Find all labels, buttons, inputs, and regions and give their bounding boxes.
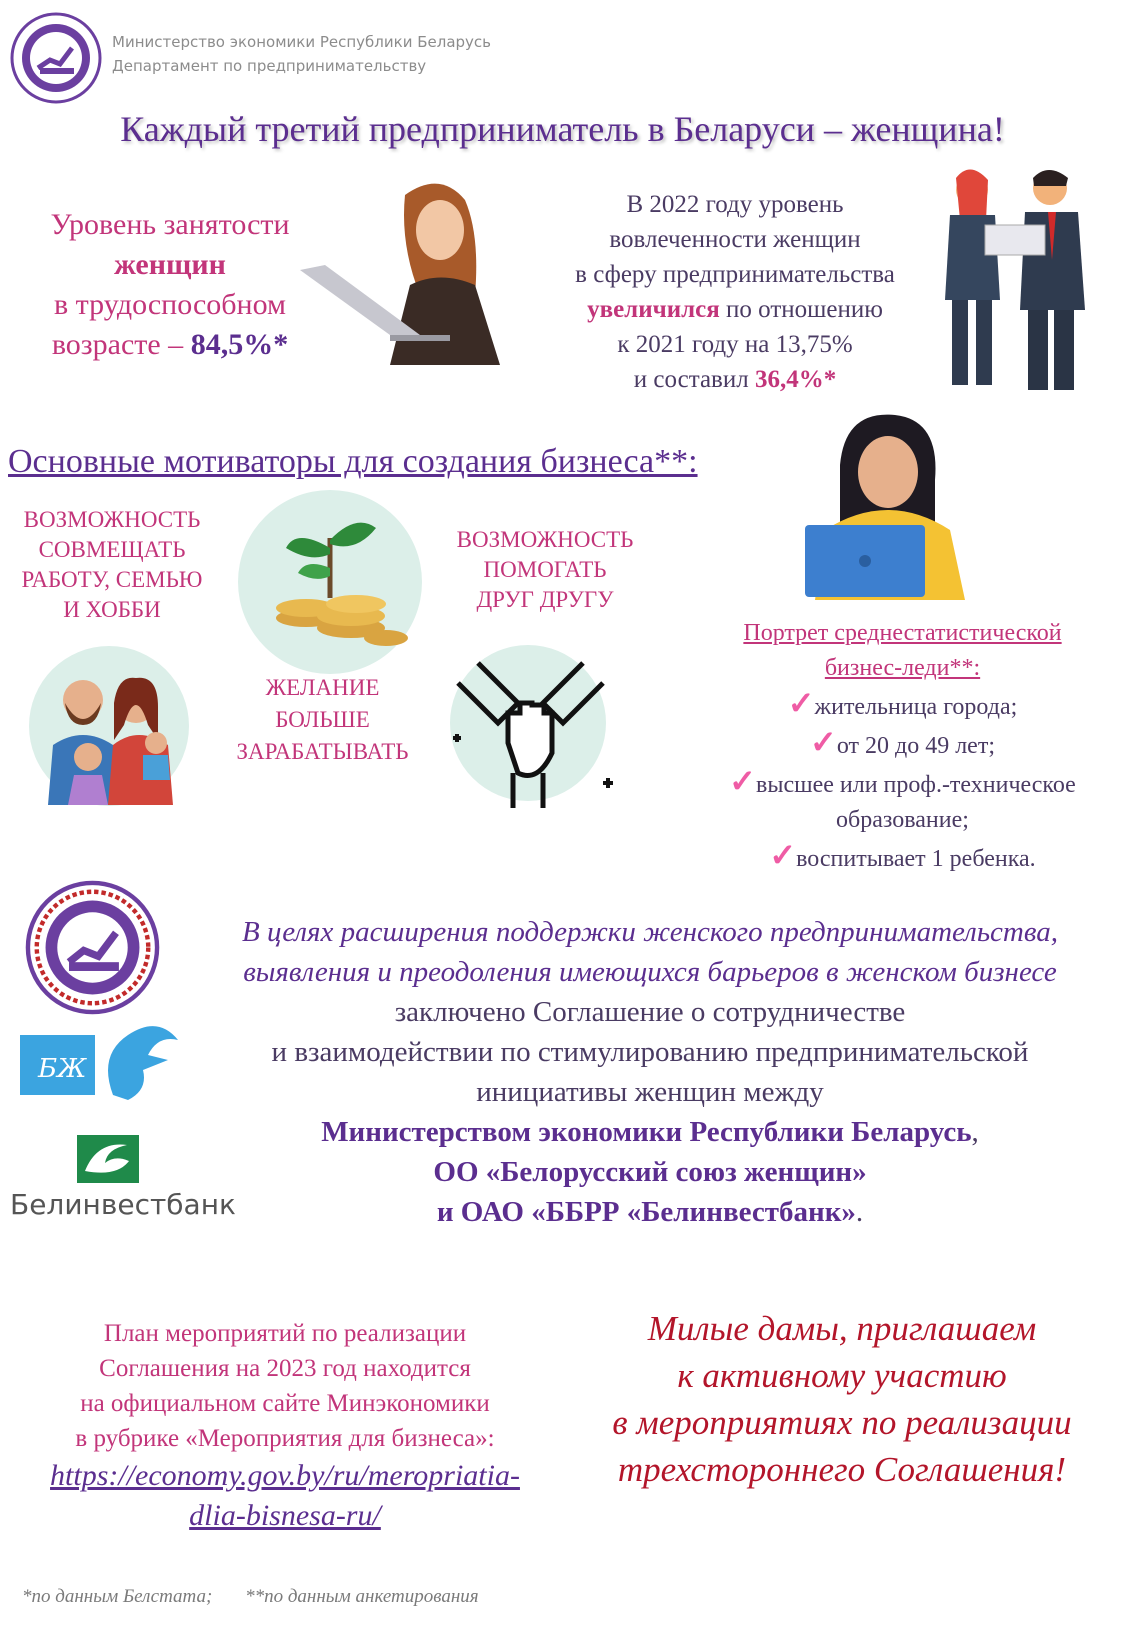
portrait-heading1: Портрет среднестатистической xyxy=(743,620,1062,646)
agreement-line3: заключено Соглашение о сотрудничестве xyxy=(394,996,906,1028)
check-icon: ✓ xyxy=(729,763,756,799)
portrait-item-2-text: от 20 до 49 лет; xyxy=(836,733,995,759)
footnotes xyxy=(22,1586,479,1608)
motivator-2-line1: ЖЕЛАНИЕ xyxy=(265,675,380,700)
agreement-party-3 xyxy=(180,1192,1120,1232)
invitation-block xyxy=(572,1305,1112,1493)
plan-block xyxy=(20,1316,550,1536)
agreement-line4: и взаимодействии по стимулированию предпринимательской xyxy=(271,1036,1029,1068)
footnote-2: **по данным анкетирования xyxy=(245,1586,479,1607)
motivator-3-line2: ПОМОГАТЬ xyxy=(483,557,607,582)
ministry-logo xyxy=(10,12,102,104)
agreement-italic-2: выявления и преодоления имеющихся барьеров в женском бизнесе xyxy=(243,956,1057,988)
invite-line2: к активному участию xyxy=(677,1356,1007,1395)
invite-line1: Милые дамы, приглашаем xyxy=(647,1309,1037,1348)
engagement-line5: к 2021 году на 13,75% xyxy=(617,331,853,358)
party-bank: и ОАО «ББРР «Белинвестбанк» xyxy=(436,1196,856,1228)
party-1-tail: , xyxy=(971,1116,979,1148)
womens-union-logo xyxy=(18,1015,188,1105)
girl-laptop-illustration xyxy=(800,410,970,600)
check-icon: ✓ xyxy=(769,837,797,873)
plan-line2: Соглашения на 2023 год находится xyxy=(99,1355,471,1382)
engagement-line2: вовлеченности женщин xyxy=(609,226,861,253)
engagement-block xyxy=(545,187,925,397)
party-3-tail: . xyxy=(855,1196,864,1228)
employment-line3: в трудоспособном xyxy=(53,288,287,321)
engagement-value: 36,4%* xyxy=(754,366,837,393)
agreement-party-1 xyxy=(180,1112,1120,1152)
engagement-line6 xyxy=(545,362,925,397)
portrait-item-3 xyxy=(690,764,1115,803)
portrait-heading2: бизнес-леди**: xyxy=(824,655,981,681)
employment-line4 xyxy=(20,325,320,365)
hands-together-icon xyxy=(438,643,628,813)
business-people-illustration xyxy=(930,160,1110,400)
belinvestbank-emblem-icon xyxy=(77,1135,139,1183)
portrait-item-4 xyxy=(690,838,1115,877)
motivator-3-line3: ДРУГ ДРУГУ xyxy=(476,587,614,612)
motivator-2 xyxy=(215,672,430,768)
employment-line2: женщин xyxy=(114,248,226,281)
motivator-2-line2: БОЛЬШЕ xyxy=(275,707,370,732)
engagement-line3: в сферу предпринимательства xyxy=(575,261,895,288)
motivators-heading: Основные мотиваторы для создания бизнеса**: xyxy=(8,443,698,480)
plan-line4: в рубрике «Мероприятия для бизнеса»: xyxy=(75,1425,495,1452)
motivator-2-line3: ЗАРАБАТЫВАТЬ xyxy=(236,739,409,764)
employment-line1: Уровень занятости xyxy=(50,208,290,241)
portrait-item-1 xyxy=(690,686,1115,725)
family-icon xyxy=(28,645,190,807)
plan-line3: на официальном сайте Минэкономики xyxy=(80,1390,490,1417)
motivator-1-line4: И ХОББИ xyxy=(63,597,161,622)
org-line1: Министерство экономики Республики Беларусь xyxy=(112,33,491,51)
coins-plant-icon xyxy=(236,488,424,676)
footnote-1: *по данным Белстата; xyxy=(22,1586,213,1607)
woman-laptop-illustration xyxy=(300,175,530,375)
motivator-1-line2: СОВМЕЩАТЬ xyxy=(38,537,186,562)
party-womens-union: ОО «Белорусский союз женщин» xyxy=(433,1156,867,1188)
org-line2: Департамент по предпринимательству xyxy=(112,57,427,75)
invite-line4: трехстороннего Соглашения! xyxy=(617,1450,1067,1489)
portrait-block xyxy=(690,616,1115,877)
agreement-block xyxy=(180,912,1120,1232)
plan-url-line2[interactable]: dlia-bisnesa-ru/ xyxy=(189,1499,381,1532)
ministry-logo-large xyxy=(25,880,160,1015)
portrait-item-2 xyxy=(690,725,1115,764)
agreement-italic-1: В целях расширения поддержки женского предпринимательства, xyxy=(242,916,1058,948)
page-title: Каждый третий предприниматель в Беларуси – женщина! xyxy=(120,109,1005,149)
motivator-1-line3: РАБОТУ, СЕМЬЮ xyxy=(21,567,203,592)
portrait-item-3-text: высшее или проф.-техническое xyxy=(755,772,1076,798)
employment-line4-pre: возрасте – xyxy=(51,328,191,361)
engagement-line6-pre: и составил xyxy=(633,366,755,393)
bank-name: Белинвестбанк xyxy=(10,1188,236,1221)
motivator-1-line1: ВОЗМОЖНОСТЬ xyxy=(23,507,201,532)
invite-line3: в мероприятиях по реализации xyxy=(612,1403,1072,1442)
employment-block xyxy=(20,205,320,365)
plan-line1: План мероприятий по реализации xyxy=(103,1320,467,1347)
employment-value: 84,5%* xyxy=(190,328,289,361)
check-icon: ✓ xyxy=(787,685,815,721)
union-letters: БЖ xyxy=(38,1054,87,1084)
check-icon: ✓ xyxy=(810,724,837,760)
engagement-line4-post: по отношению xyxy=(719,296,883,323)
belinvestbank-logo xyxy=(10,1135,236,1221)
org-header xyxy=(112,30,491,78)
engagement-increased: увеличился xyxy=(587,296,720,323)
portrait-item-4-text: воспитывает 1 ребенка. xyxy=(796,846,1036,872)
agreement-line5: инициативы женщин между xyxy=(476,1076,824,1108)
motivator-3 xyxy=(450,525,640,615)
motivator-1 xyxy=(12,505,212,625)
party-ministry: Министерством экономики Республики Беларусь xyxy=(321,1116,972,1148)
engagement-line4 xyxy=(545,292,925,327)
plan-url-line1[interactable]: https://economy.gov.by/ru/meropriatia- xyxy=(50,1459,520,1492)
portrait-item-3-cont: образование; xyxy=(836,807,969,833)
motivator-3-line1: ВОЗМОЖНОСТЬ xyxy=(456,527,634,552)
portrait-item-1-text: жительница города; xyxy=(814,694,1018,720)
engagement-line1: В 2022 году уровень xyxy=(626,191,844,218)
plan-link[interactable] xyxy=(20,1456,550,1536)
